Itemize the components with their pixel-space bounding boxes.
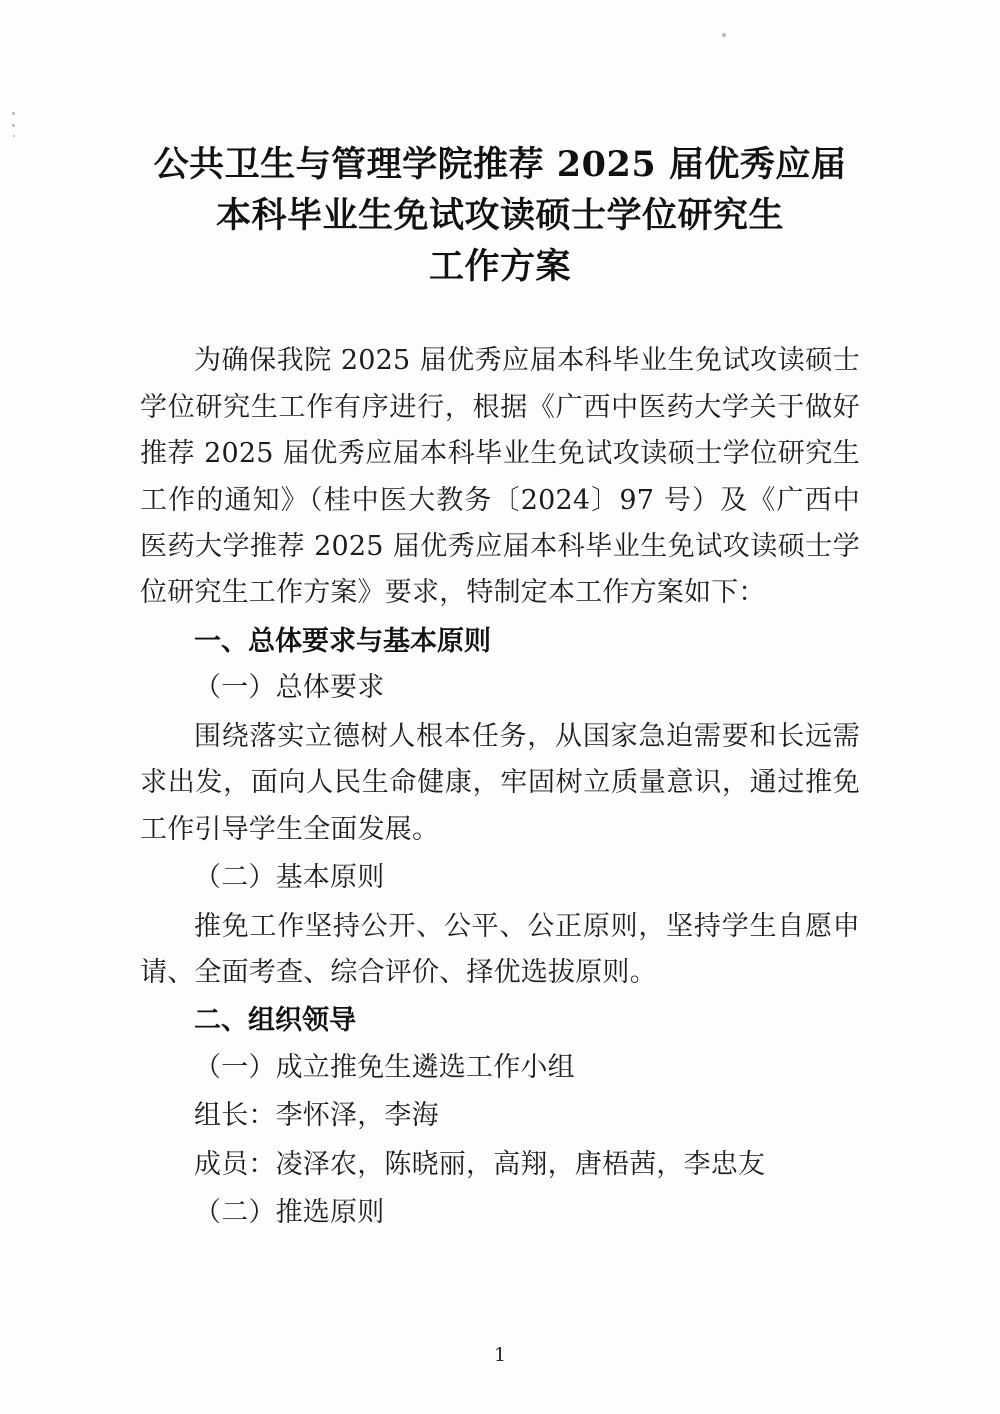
subsection-heading-1-1: （一）总体要求 <box>194 672 385 704</box>
title-line-3: 工作方案 <box>428 245 571 287</box>
scan-speck-icon <box>12 124 15 127</box>
subsection-heading-1-2: （二）基本原则 <box>194 862 385 894</box>
scan-speck-icon <box>722 33 726 37</box>
subsection-heading-2-1: （一）成立推免生遴选工作小组 <box>194 1051 575 1083</box>
paragraph-overall-requirements: 围绕落实立德树人根本任务，从国家急迫需要和长远需求出发，面向人民生命健康，牢固树立质量意识，通过推免工作引导学生全面发展。 <box>140 720 860 845</box>
document-body <box>140 140 860 1239</box>
scan-speck-icon <box>13 135 15 137</box>
page-title <box>140 140 860 292</box>
subsection-heading-2-2: （二）推选原则 <box>194 1197 385 1229</box>
title-line-1: 公共卫生与管理学院推荐 2025 届优秀应届 <box>153 144 847 185</box>
section-heading-1: 一、总体要求与基本原则 <box>194 625 491 657</box>
section-heading-2: 二、组织领导 <box>194 1005 356 1037</box>
paragraph-group-members: 成员：凌泽农，陈晓丽，高翔，唐梧茜，李忠友 <box>194 1148 766 1180</box>
scan-speck-icon <box>12 112 15 115</box>
page-number: 1 <box>493 1344 507 1366</box>
paragraph-group-leader: 组长：李怀泽，李海 <box>194 1100 439 1132</box>
paragraph-intro: 为确保我院 2025 届优秀应届本科毕业生免试攻读硕士学位研究生工作有序进行，根据《广西中医药大学关于做好推荐 2025 届优秀应届本科毕业生免试攻读硕士学位研究生工作的通知》（桂中医大教务〔2024〕97 号）及《广西中医药大学推荐 2025 届优秀应届本科毕业生免试攻读硕士学位研究生工作方案》要求，特制定本工作方案如下： <box>140 345 860 609</box>
title-line-2: 本科毕业生免试攻读硕士学位研究生 <box>215 194 784 236</box>
paragraph-basic-principles: 推免工作坚持公开、公平、公正原则，坚持学生自愿申请、全面考查、综合评价、择优选拔原则。 <box>140 910 860 988</box>
